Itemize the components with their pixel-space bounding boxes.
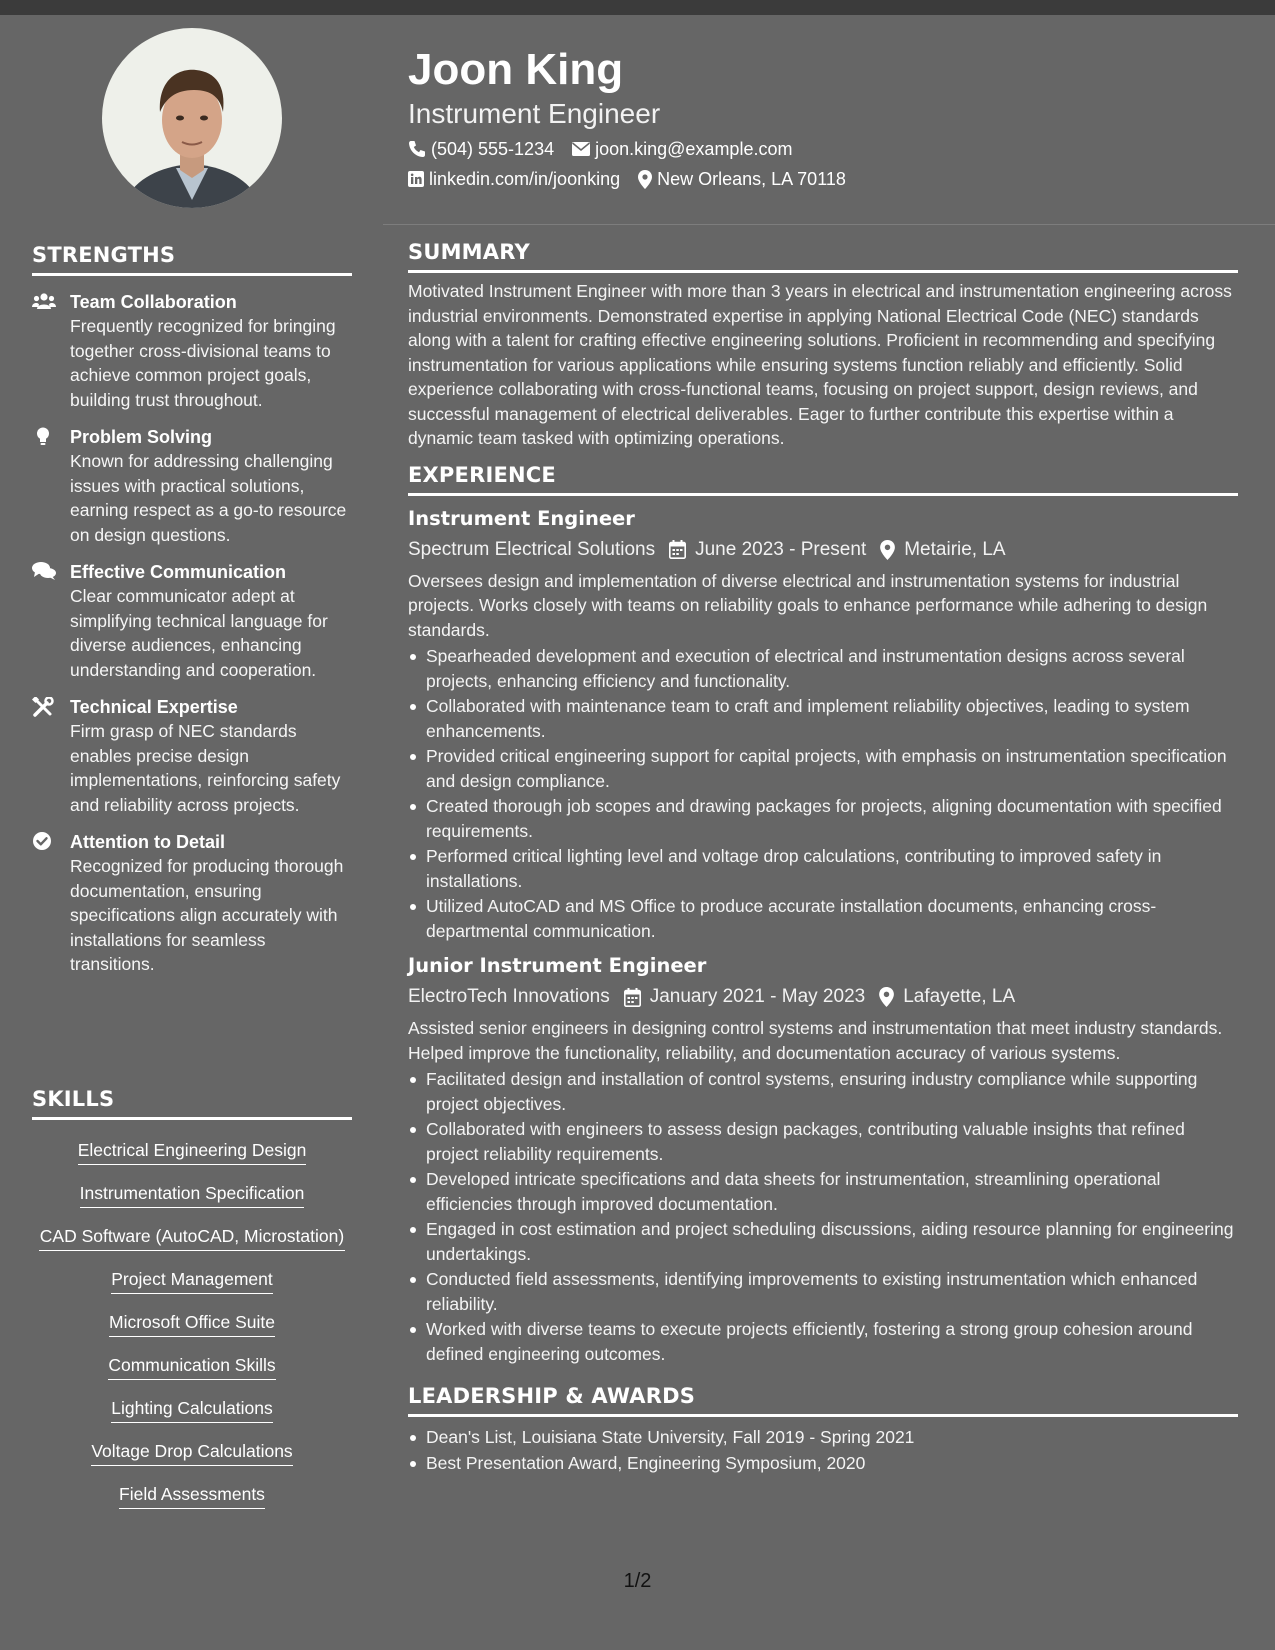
job-bullets [408,644,1238,943]
summary-heading: SUMMARY [408,240,1238,273]
list-item: Performed critical lighting level and voltage drop calculations, contributing to improved safety in installations. [408,844,1238,893]
linkedin-icon [408,171,424,187]
strength-description: Clear communicator adept at simplifying technical language for diverse audiences, enhancing understanding and cooperation. [70,586,328,680]
top-bar [0,0,1275,15]
skill-item: Instrumentation Specification [80,1181,305,1208]
map-marker-icon [880,540,895,560]
header-divider [383,224,1275,225]
linkedin-link[interactable]: linkedin.com/in/joonking [429,169,621,189]
strength-name: Effective Communication [70,562,287,582]
job-bullets [408,1067,1238,1366]
map-marker-icon [638,170,652,189]
list-item: Worked with diverse teams to execute projects efficiently, fostering a strong group cohesion around defined engineering outcomes. [408,1317,1238,1366]
strength-description: Recognized for producing thorough documentation, ensuring specifications align accurately with installations for seamless transitions. [70,856,344,974]
skills-section [32,1087,352,1517]
list-item: Utilized AutoCAD and MS Office to produce accurate installation documents, enhancing cross-departmental communication. [408,894,1238,943]
job-entry [408,953,1238,1366]
tools-icon [32,697,56,715]
location-text: New Orleans, LA 70118 [657,169,846,189]
job-description: Oversees design and implementation of diverse electrical and instrumentation systems for industrial projects. Works closely with teams on reliability goals to enhance performance while adhering to design standards. [408,570,1208,640]
job-location: Lafayette, LA [903,986,1016,1007]
strength-name: Attention to Detail [70,832,225,852]
job-company: ElectroTech Innovations [408,986,610,1007]
strength-name: Team Collaboration [70,292,237,312]
candidate-name: Joon King [408,45,624,94]
users-icon [32,292,56,310]
skill-item: Microsoft Office Suite [109,1310,275,1337]
job-dates: January 2021 - May 2023 [649,986,866,1007]
resume-header [408,15,1238,190]
envelope-icon [572,142,590,156]
main-column [408,240,1238,1487]
list-item: Best Presentation Award, Engineering Symposium, 2020 [408,1451,1238,1476]
strength-description: Firm grasp of NEC standards enables precise design implementations, reinforcing safety and reliability across projects. [70,721,341,815]
list-item: Developed intricate specifications and data sheets for instrumentation, streamlining operational efficiencies through improved documentation. [408,1167,1238,1216]
list-item: Spearheaded development and execution of electrical and instrumentation designs across several projects, enhancing efficiency and functionality. [408,644,1238,693]
candidate-title: Instrument Engineer [408,98,661,129]
skill-item: Voltage Drop Calculations [91,1439,292,1466]
awards-heading: LEADERSHIP & AWARDS [408,1384,1238,1417]
check-circle-icon [32,832,56,850]
skill-item: CAD Software (AutoCAD, Microstation) [39,1224,345,1251]
email-link[interactable]: joon.king@example.com [595,139,793,159]
comments-icon [32,562,56,580]
skill-item: Communication Skills [108,1353,275,1380]
skill-item: Project Management [111,1267,272,1294]
strengths-heading: STRENGTHS [32,243,352,276]
job-location: Metairie, LA [904,538,1006,560]
job-title: Instrument Engineer [408,506,635,530]
strength-name: Technical Expertise [70,697,238,717]
strength-item [32,830,352,977]
job-entry [408,506,1238,944]
list-item: Dean's List, Louisiana State University, Fall 2019 - Spring 2021 [408,1425,1238,1450]
list-item: Created thorough job scopes and drawing packages for projects, aligning documentation with specified requirements. [408,794,1238,843]
job-meta [408,984,1238,1010]
strength-item [32,560,352,682]
phone-icon [408,140,426,158]
skill-item: Electrical Engineering Design [78,1138,307,1165]
skill-item: Lighting Calculations [111,1396,273,1423]
job-dates: June 2023 - Present [695,538,867,560]
summary-section [408,240,1238,451]
job-meta [408,537,1238,563]
job-company: Spectrum Electrical Solutions [408,538,656,560]
strength-description: Known for addressing challenging issues with practical solutions, earning respect as a go-to resource on design questions. [70,451,347,545]
phone-text[interactable]: (504) 555-1234 [431,139,555,159]
awards-section [408,1384,1238,1475]
lightbulb-icon [32,427,56,445]
strength-name: Problem Solving [70,427,213,447]
calendar-icon [624,988,641,1007]
strength-description: Frequently recognized for bringing together cross-divisional teams to achieve common project goals, building trust throughout. [70,316,336,410]
map-marker-icon [879,987,894,1007]
strength-item [32,425,352,547]
list-item: Provided critical engineering support for capital projects, with emphasis on instrumentation specification and design compliance. [408,744,1238,793]
contact-row-2 [408,168,1238,190]
profile-photo [102,28,282,208]
awards-list [408,1425,1238,1475]
list-item: Facilitated design and installation of control systems, ensuring industry compliance while supporting project objectives. [408,1067,1238,1116]
summary-text: Motivated Instrument Engineer with more than 3 years in electrical and instrumentation engineering across industrial environments. Demonstrated expertise in applying National Electrical Code (NEC) standards along with a talent for crafting effective engineering solutions. Proficient in recommending and specifying instrumentation for various applications while ensuring systems function reliably and efficiently. Solid experience collaborating with cross-functional teams, focusing on project support, design reviews, and successful management of electrical deliverables. Eager to further contribute this expertise within a dynamic team tasked with optimizing operations. [408,281,1232,448]
strength-item [32,695,352,817]
strength-item [32,290,352,412]
job-description: Assisted senior engineers in designing control systems and instrumentation that meet industry standards. Helped improve the functionality, reliability, and documentation accuracy of various systems. [408,1018,1223,1063]
list-item: Collaborated with maintenance team to craft and implement reliability objectives, leading to system enhancements. [408,694,1238,743]
experience-section [408,463,1238,1367]
skill-item: Field Assessments [119,1482,265,1509]
list-item: Engaged in cost estimation and project scheduling discussions, aiding resource planning for engineering undertakings. [408,1217,1238,1266]
list-item: Conducted field assessments, identifying improvements to existing instrumentation which enhanced reliability. [408,1267,1238,1316]
page-number: 1/2 [623,1570,652,1592]
experience-heading: EXPERIENCE [408,463,1238,496]
strengths-section [32,243,352,990]
calendar-icon [669,540,686,559]
contact-row-1 [408,138,1238,160]
skills-heading: SKILLS [32,1087,352,1120]
job-title: Junior Instrument Engineer [408,954,707,977]
list-item: Collaborated with engineers to assess design packages, contributing valuable insights that refined project reliability requirements. [408,1117,1238,1166]
